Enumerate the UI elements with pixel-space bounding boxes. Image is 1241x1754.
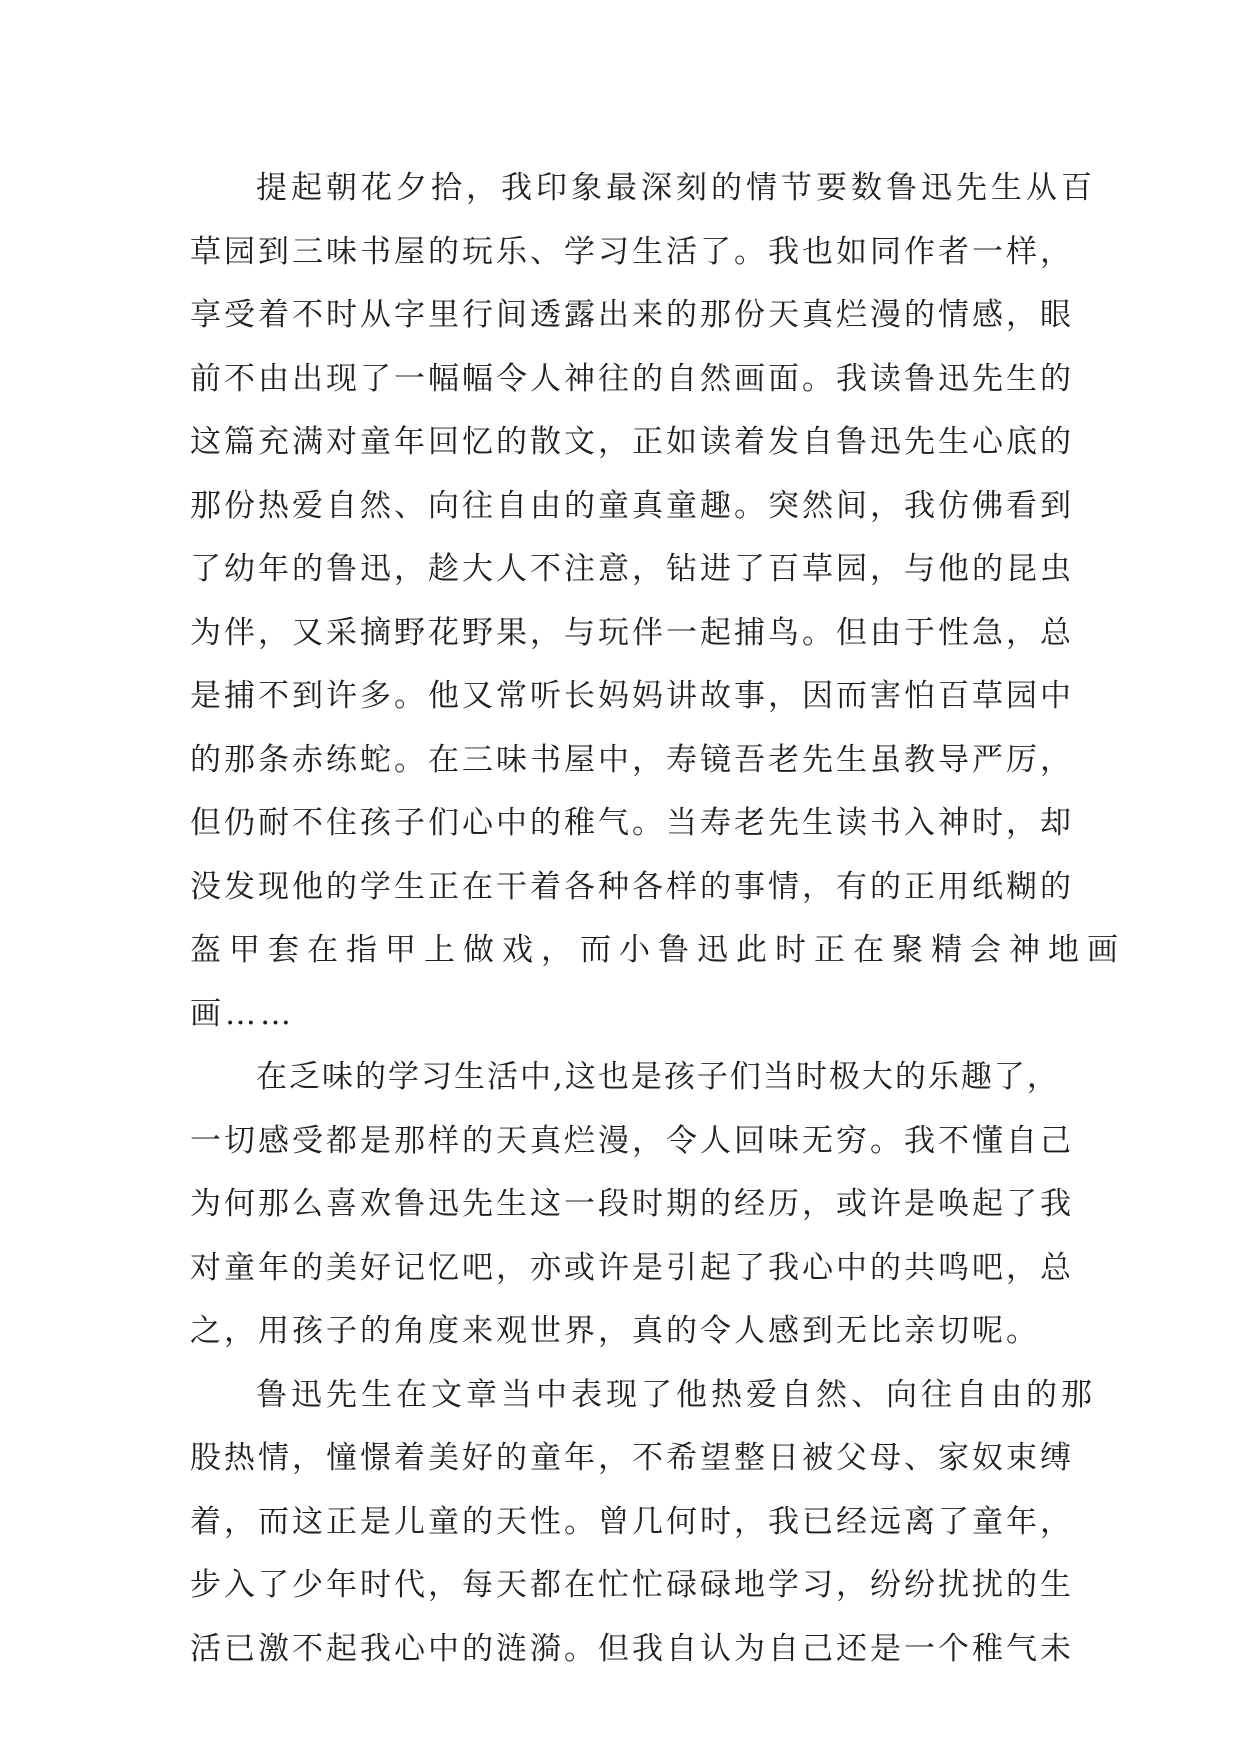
text-line: 提起朝花夕拾，我印象最深刻的情节要数鲁迅先生从百 — [256, 170, 1096, 206]
text-line: 活已激不起我心中的涟漪。但我自认为自己还是一个稚气未 — [190, 1630, 1074, 1667]
text-line: 前不由出现了一幅幅令人神往的自然画面。我读鲁迅先生的 — [190, 360, 1074, 397]
text-line: 一切感受都是那样的天真烂漫，令人回味无穷。我不懂自己 — [190, 1122, 1074, 1159]
text-line: 股热情，憧憬着美好的童年，不希望整日被父母、家奴束缚 — [190, 1440, 1074, 1476]
text-line: 那份热爱自然、向往自由的童真童趣。突然间，我仿佛看到 — [190, 487, 1074, 524]
text-line: 的那条赤练蛇。在三味书屋中，寿镜吾老先生虽教导严厉， — [190, 741, 1074, 778]
text-line: 这篇充满对童年回忆的散文，正如读着发自鲁迅先生心底的 — [190, 424, 1074, 460]
text-line: 为伴，又采摘野花野果，与玩伴一起捕鸟。但由于性急，总 — [190, 614, 1074, 651]
text-line: 但仍耐不住孩子们心中的稚气。当寿老先生读书入神时，却 — [190, 805, 1074, 841]
text-line: 之，用孩子的角度来观世界，真的令人感到无比亲切呢。 — [190, 1313, 1040, 1349]
text-line: 对童年的美好记忆吧，亦或许是引起了我心中的共鸣吧，总 — [190, 1249, 1074, 1286]
document-body — [190, 157, 1126, 1681]
paragraph-3 — [190, 1364, 1096, 1682]
text-line: 在乏味的学习生活中,这也是孩子们当时极大的乐趣了， — [256, 1059, 1060, 1095]
paragraph-2 — [190, 1046, 1074, 1364]
text-line: 是捕不到许多。他又常听长妈妈讲故事，因而害怕百草园中 — [190, 678, 1074, 714]
text-line: 鲁迅先生在文章当中表现了他热爱自然、向往自由的那 — [256, 1376, 1096, 1413]
text-line: 了幼年的鲁迅，趁大人不注意，钻进了百草园，与他的昆虫 — [190, 551, 1074, 587]
text-line: 没发现他的学生正在干着各种各样的事情，有的正用纸糊的 — [190, 868, 1074, 905]
text-line: 画…… — [190, 995, 295, 1032]
text-line: 步入了少年时代，每天都在忙忙碌碌地学习，纷纷扰扰的生 — [190, 1567, 1074, 1603]
text-line: 为何那么喜欢鲁迅先生这一段时期的经历，或许是唤起了我 — [190, 1186, 1074, 1222]
paragraph-1 — [190, 157, 1126, 1046]
text-line: 享受着不时从字里行间透露出来的那份天真烂漫的情感，眼 — [190, 297, 1074, 333]
text-line: 盔甲套在指甲上做戏，而小鲁迅此时正在聚精会神地画 — [190, 932, 1126, 968]
text-line: 草园到三味书屋的玩乐、学习生活了。我也如同作者一样， — [190, 233, 1074, 270]
text-line: 着，而这正是儿童的天性。曾几何时，我已经远离了童年， — [190, 1503, 1074, 1540]
